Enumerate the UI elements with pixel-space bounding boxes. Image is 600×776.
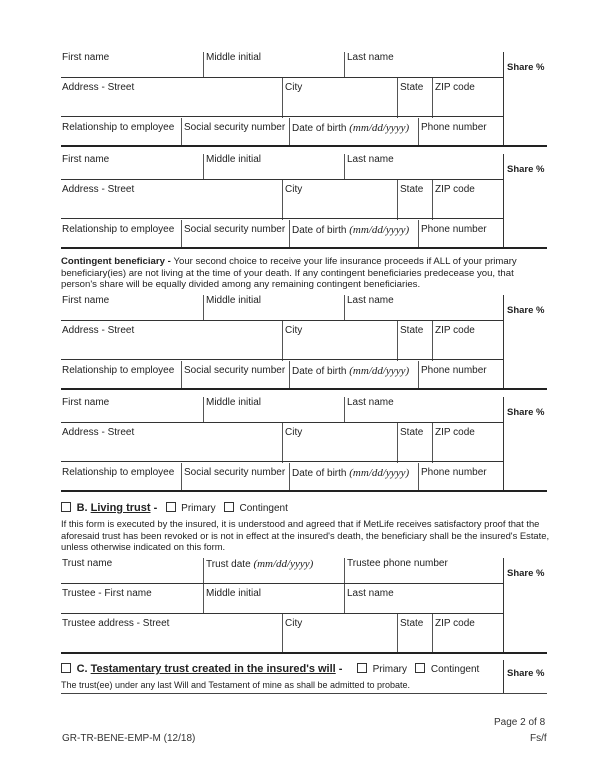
share-percent-label: Share %	[507, 407, 545, 418]
street-label: Address - Street	[62, 82, 135, 93]
trust-name-label: Trust name	[62, 558, 113, 569]
phone-label: Phone number	[421, 224, 487, 235]
state-label: State	[400, 184, 424, 195]
ssn-label: Social security number	[184, 365, 286, 376]
share-divider	[503, 558, 504, 653]
zip-label: ZIP code	[435, 618, 475, 629]
trustee-phone-label: Trustee phone number	[347, 558, 448, 569]
relationship-label: Relationship to employee	[62, 122, 175, 133]
state-label: State	[400, 618, 424, 629]
primary-option-label: Primary	[372, 664, 408, 675]
dob-format: (mm/dd/yyyy)	[349, 122, 410, 134]
living-trust-description: If this form is executed by the insured, it is understood and agreed that if MetLife receives satisfactory proof that the aforesaid trust has been revoked or is not in effect at the insured's death, the beneficiary shall be the insured's Estate, unless otherwise indicated on this form.	[61, 518, 550, 553]
dob-format: (mm/dd/yyyy)	[349, 365, 410, 377]
block-bottom-line	[61, 652, 547, 654]
state-label: State	[400, 325, 424, 336]
phone-label: Phone number	[421, 365, 487, 376]
divider	[432, 614, 433, 653]
city-label: City	[285, 184, 303, 195]
zip-label: ZIP code	[435, 325, 475, 336]
testamentary-trust-contingent-checkbox[interactable]	[415, 663, 425, 673]
city-label: City	[285, 427, 303, 438]
divider	[344, 558, 345, 584]
section-title: Testamentary trust created in the insured's will	[90, 663, 336, 675]
testamentary-trust-description: The trust(ee) under any last Will and Testament of mine as shall be admitted to probate.	[61, 680, 411, 690]
city-label: City	[285, 325, 303, 336]
phone-label: Phone number	[421, 467, 487, 478]
form-id: GR-TR-BENE-EMP-M (12/18)	[62, 733, 196, 744]
ssn-label: Social security number	[184, 224, 286, 235]
page-number: Page 2 of 8	[494, 717, 546, 728]
contingent-intro-text: Your second choice to receive your life insurance proceeds if ALL of your primary beneficiary(ies) are not living at the time of your death. If any contingent beneficiaries predecease you, that person's share will be equally divided among any remaining contingent beneficiaries.	[61, 256, 517, 291]
last-name-label: Last name	[347, 397, 394, 408]
state-label: State	[400, 427, 424, 438]
dash: -	[335, 663, 343, 675]
contingent-option-label: Contingent	[430, 664, 480, 675]
testamentary-trust-primary-checkbox[interactable]	[357, 663, 367, 673]
primary-option-label: Primary	[181, 503, 216, 514]
last-name-label: Last name	[347, 588, 394, 599]
dob-text: Date of birth	[292, 123, 347, 134]
trust-date-text: Trust date	[206, 559, 251, 570]
trustee-first-name-label: Trustee - First name	[62, 588, 152, 599]
share-percent-label: Share %	[507, 62, 545, 73]
contingent-option-label: Contingent	[239, 503, 288, 514]
testamentary-trust-title	[77, 663, 343, 675]
trust-date-format: (mm/dd/yyyy)	[253, 558, 314, 570]
street-label: Address - Street	[62, 184, 135, 195]
last-name-label: Last name	[347, 154, 394, 165]
relationship-label: Relationship to employee	[62, 467, 175, 478]
testamentary-trust-checkbox[interactable]	[61, 663, 71, 673]
section-letter: B.	[76, 502, 91, 514]
street-label: Address - Street	[62, 427, 135, 438]
divider	[203, 584, 204, 613]
middle-initial-label: Middle initial	[206, 295, 262, 306]
block-bottom-line	[61, 693, 547, 694]
first-name-label: First name	[62, 52, 110, 63]
ssn-label: Social security number	[184, 467, 286, 478]
dob-text: Date of birth	[292, 468, 347, 479]
share-divider	[503, 660, 504, 694]
testamentary-trust-options	[357, 663, 479, 676]
dob-format: (mm/dd/yyyy)	[349, 467, 410, 479]
contingent-intro-title: Contingent beneficiary -	[61, 256, 174, 267]
zip-label: ZIP code	[435, 184, 475, 195]
divider	[282, 614, 283, 653]
testamentary-trust-heading	[61, 663, 342, 676]
middle-initial-label: Middle initial	[206, 588, 262, 599]
last-name-label: Last name	[347, 295, 394, 306]
city-label: City	[285, 618, 303, 629]
phone-label: Phone number	[421, 122, 487, 133]
middle-initial-label: Middle initial	[206, 52, 262, 63]
row-line	[61, 583, 503, 584]
divider	[203, 558, 204, 584]
section-title: Living trust	[90, 502, 151, 514]
middle-initial-label: Middle initial	[206, 397, 262, 408]
zip-label: ZIP code	[435, 427, 475, 438]
dob-text: Date of birth	[292, 225, 347, 236]
divider	[397, 614, 398, 653]
ssn-label: Social security number	[184, 122, 286, 133]
trustee-street-label: Trustee address - Street	[62, 618, 170, 629]
relationship-label: Relationship to employee	[62, 224, 175, 235]
middle-initial-label: Middle initial	[206, 154, 262, 165]
share-percent-label: Share %	[507, 568, 545, 579]
first-name-label: First name	[62, 295, 110, 306]
trust-date-label	[206, 558, 313, 571]
first-name-label: First name	[62, 154, 110, 165]
zip-label: ZIP code	[435, 82, 475, 93]
share-percent-label: Share %	[507, 668, 545, 679]
relationship-label: Relationship to employee	[62, 365, 175, 376]
state-label: State	[400, 82, 424, 93]
share-percent-label: Share %	[507, 164, 545, 175]
city-label: City	[285, 82, 303, 93]
divider	[344, 584, 345, 613]
first-name-label: First name	[62, 397, 110, 408]
last-name-label: Last name	[347, 52, 394, 63]
dob-text: Date of birth	[292, 366, 347, 377]
street-label: Address - Street	[62, 325, 135, 336]
share-percent-label: Share %	[507, 305, 545, 316]
section-letter: C.	[76, 663, 91, 675]
dash: -	[150, 502, 158, 514]
dob-format: (mm/dd/yyyy)	[349, 224, 410, 236]
form-code: Fs/f	[530, 733, 547, 744]
